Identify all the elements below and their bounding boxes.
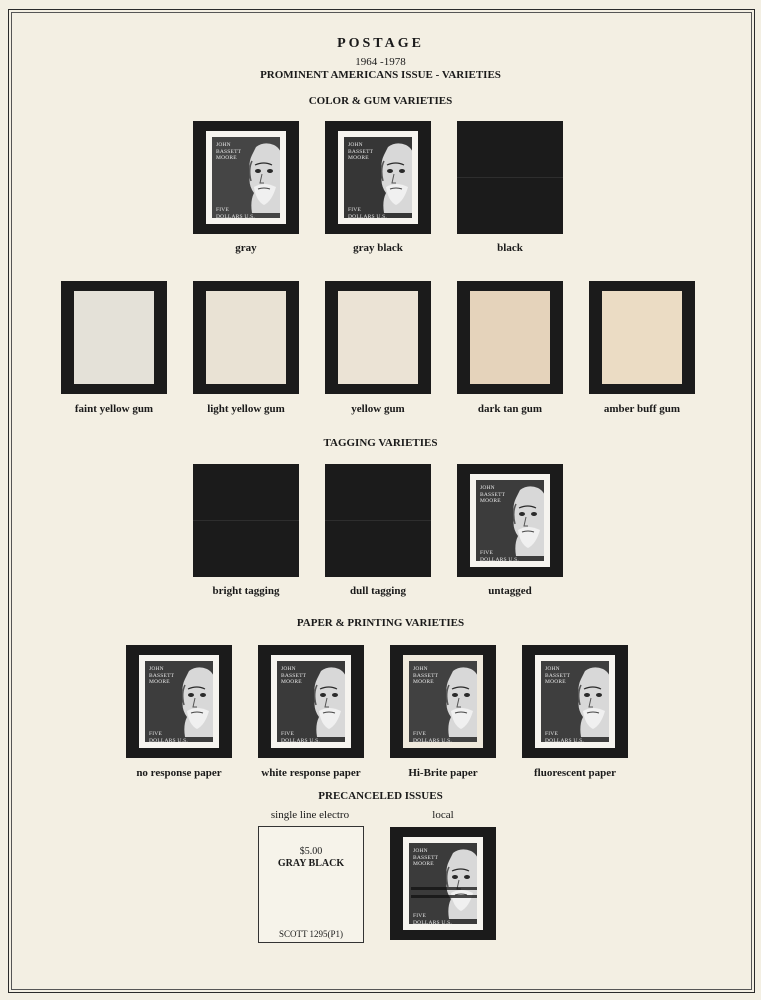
page-title: POSTAGE bbox=[337, 36, 424, 51]
page-years: 1964 -1978 bbox=[355, 56, 406, 68]
section-heading-tagging: TAGGING VARIETIES bbox=[323, 437, 438, 449]
caption-hi-brite-paper: Hi-Brite paper bbox=[408, 767, 478, 779]
stamp-mount-black-empty bbox=[457, 121, 563, 234]
stamp-mount-untagged bbox=[457, 464, 563, 577]
stamp-value-text: FIVE DOLLARS U.S. bbox=[149, 731, 188, 742]
stamp-name-text: JOHN BASSETT MOORE bbox=[149, 666, 175, 685]
stamp-mount-hi-brite-paper bbox=[390, 645, 496, 758]
stamp-mount-yellow-gum bbox=[325, 281, 431, 394]
stamp-value-text: FIVE DOLLARS U.S. bbox=[413, 913, 452, 924]
portrait-icon bbox=[439, 665, 477, 737]
caption-single-line-electro: single line electro bbox=[270, 809, 350, 821]
portrait-icon bbox=[242, 141, 280, 213]
stamp-name-text: JOHN BASSETT MOORE bbox=[545, 666, 571, 685]
section-heading-color-gum: COLOR & GUM VARIETIES bbox=[308, 95, 453, 107]
stamp-mount-dark-tan-gum bbox=[457, 281, 563, 394]
stamp-design bbox=[409, 843, 477, 924]
section-heading-precanceled: PRECANCELED ISSUES bbox=[318, 790, 443, 802]
stamp-name-text: JOHN BASSETT MOORE bbox=[348, 142, 374, 161]
precancel-catalog-number: SCOTT 1295(P1) bbox=[278, 929, 344, 939]
portrait-icon bbox=[307, 665, 345, 737]
stamp-design bbox=[145, 661, 213, 742]
stamp-mount-no-response-paper bbox=[126, 645, 232, 758]
stamp-face bbox=[403, 837, 483, 930]
precancel-value: $5.00 bbox=[299, 846, 323, 857]
section-heading-paper-printing: PAPER & PRINTING VARIETIES bbox=[296, 617, 465, 629]
caption-gray: gray bbox=[235, 242, 257, 254]
stamp-value-text: FIVE DOLLARS U.S. bbox=[545, 731, 584, 742]
precancel-info-box bbox=[258, 826, 364, 943]
stamp-value-text: FIVE DOLLARS U.S. bbox=[413, 731, 452, 742]
stamp-face bbox=[139, 655, 219, 748]
stamp-mount-light-yellow-gum bbox=[193, 281, 299, 394]
caption-dark-tan-gum: dark tan gum bbox=[477, 403, 543, 415]
caption-light-yellow-gum: light yellow gum bbox=[207, 403, 285, 415]
stamp-mount-gray-black bbox=[325, 121, 431, 234]
stamp-name-text: JOHN BASSETT MOORE bbox=[413, 848, 439, 867]
stamp-name-text: JOHN BASSETT MOORE bbox=[216, 142, 242, 161]
stamp-design bbox=[476, 480, 544, 561]
stamp-mount-gray bbox=[193, 121, 299, 234]
stamp-name-text: JOHN BASSETT MOORE bbox=[281, 666, 307, 685]
precancel-line bbox=[411, 887, 477, 890]
stamp-mount-faint-yellow-gum bbox=[61, 281, 167, 394]
stamp-mount-local-precancel bbox=[390, 827, 496, 940]
caption-faint-yellow-gum: faint yellow gum bbox=[74, 403, 154, 415]
stamp-back bbox=[602, 291, 682, 384]
precancel-color: GRAY BLACK bbox=[277, 858, 345, 869]
caption-gray-black: gray black bbox=[353, 242, 403, 254]
stamp-value-text: FIVE DOLLARS U.S. bbox=[216, 207, 255, 218]
portrait-icon bbox=[571, 665, 609, 737]
stamp-name-text: JOHN BASSETT MOORE bbox=[413, 666, 439, 685]
stamp-face bbox=[338, 131, 418, 224]
stamp-mount-amber-buff-gum bbox=[589, 281, 695, 394]
stamp-mount-white-response-paper bbox=[258, 645, 364, 758]
stamp-value-text: FIVE DOLLARS U.S. bbox=[281, 731, 320, 742]
stamp-design bbox=[212, 137, 280, 218]
portrait-icon bbox=[175, 665, 213, 737]
stamp-face bbox=[271, 655, 351, 748]
stamp-face bbox=[206, 131, 286, 224]
stamp-design bbox=[277, 661, 345, 742]
stamp-design bbox=[541, 661, 609, 742]
stamp-face bbox=[470, 474, 550, 567]
caption-fluorescent-paper: fluorescent paper bbox=[534, 767, 616, 779]
portrait-icon bbox=[506, 484, 544, 556]
portrait-icon bbox=[374, 141, 412, 213]
stamp-mount-dull-tagging-empty bbox=[325, 464, 431, 577]
stamp-design bbox=[409, 661, 477, 742]
caption-white-response-paper: white response paper bbox=[261, 767, 361, 779]
caption-dull-tagging: dull tagging bbox=[350, 585, 406, 597]
caption-untagged: untagged bbox=[488, 585, 532, 597]
stamp-back bbox=[338, 291, 418, 384]
page-subtitle: PROMINENT AMERICANS ISSUE - VARIETIES bbox=[260, 69, 501, 81]
stamp-face bbox=[535, 655, 615, 748]
stamp-mount-bright-tagging-empty bbox=[193, 464, 299, 577]
stamp-back bbox=[206, 291, 286, 384]
stamp-value-text: FIVE DOLLARS U.S. bbox=[480, 550, 519, 561]
stamp-back bbox=[74, 291, 154, 384]
caption-amber-buff-gum: amber buff gum bbox=[603, 403, 681, 415]
caption-no-response-paper: no response paper bbox=[136, 767, 222, 779]
stamp-value-text: FIVE DOLLARS U.S. bbox=[348, 207, 387, 218]
caption-bright-tagging: bright tagging bbox=[212, 585, 280, 597]
portrait-icon bbox=[439, 847, 477, 919]
precancel-line bbox=[411, 895, 477, 898]
stamp-mount-fluorescent-paper bbox=[522, 645, 628, 758]
caption-black: black bbox=[497, 242, 523, 254]
stamp-face bbox=[403, 655, 483, 748]
stamp-design bbox=[344, 137, 412, 218]
caption-yellow-gum: yellow gum bbox=[351, 403, 405, 415]
stamp-name-text: JOHN BASSETT MOORE bbox=[480, 485, 506, 504]
stamp-back bbox=[470, 291, 550, 384]
caption-local: local bbox=[432, 809, 454, 821]
